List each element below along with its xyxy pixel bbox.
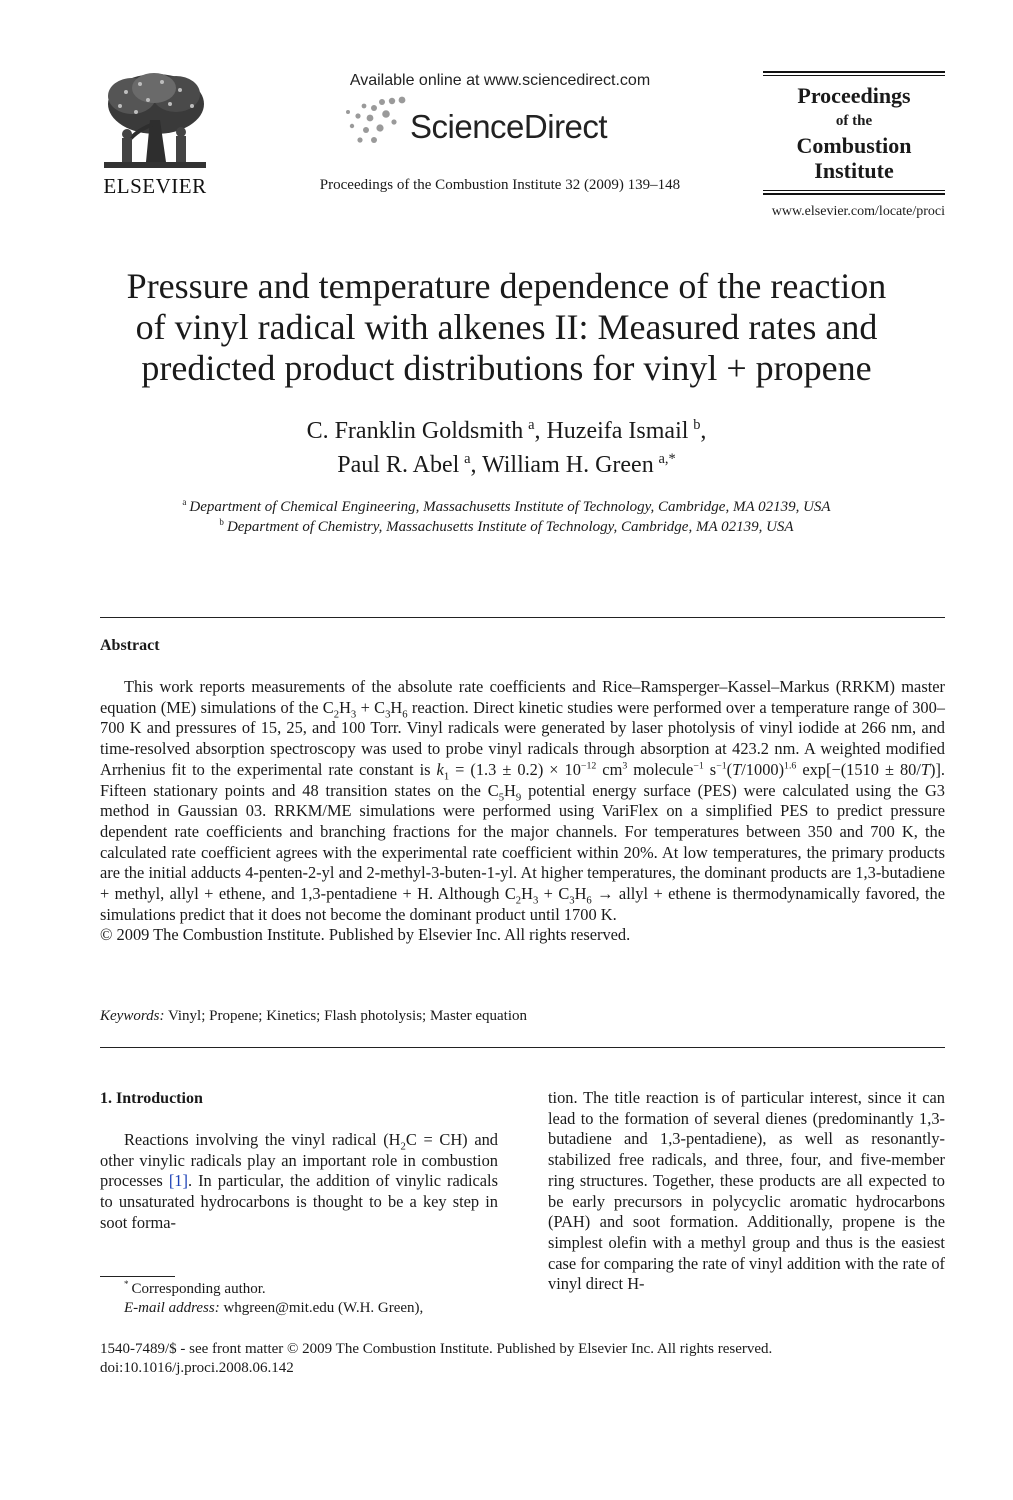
journal-box-line: Proceedings <box>797 83 911 108</box>
affiliation-mark: a <box>182 497 187 507</box>
available-online-text: Available online at www.sciencedirect.com <box>349 72 651 89</box>
footnote <box>100 1280 520 1318</box>
page-footer <box>100 1340 945 1378</box>
section-heading: 1. Introduction <box>100 1090 203 1107</box>
intro-paragraph: tion. The title reaction is of particular interest, since it can lead to the formation of several dienes (predominantly 1,3-butadiene and 1,3-pentadiene), as well as resonantly-stabilized free radicals, and three, four, and five-member ring structures. Together, these products are all expected to be early precursors in polycyclic aromatic hydrocarbons (PAH) and soot formation. Additionally, propene is the simplest olefin with a methyl group and thus is the easiest case for comparing the rate of vinyl addition with the rate of vinyl direct H- <box>548 1088 945 1294</box>
affiliations <box>60 497 953 537</box>
journal-box-line: Combustion <box>796 133 912 158</box>
abstract-heading: Abstract <box>100 637 160 654</box>
sciencedirect-wordmark: ScienceDirect <box>410 108 608 145</box>
author-affiliation-mark: a,* <box>658 451 676 467</box>
author-list: C. Franklin Goldsmith $^a$, Huzeifa Ismail $^b$, Paul R. Abel $^a$, William H. Green $^{a,*}$ <box>306 417 707 478</box>
affiliation-line <box>60 517 953 537</box>
author-affiliation-mark: a <box>528 417 535 433</box>
citation-link[interactable]: [1] <box>168 1171 188 1191</box>
footnote-corresponding <box>100 1280 520 1299</box>
author-name[interactable]: William H. Green <box>482 452 654 478</box>
footnote-text: Corresponding author. <box>131 1281 266 1297</box>
affiliation-text: Department of Chemical Engineering, Massachusetts Institute of Technology, Cambridge, MA 02139, USA <box>189 499 831 515</box>
box-rule <box>763 190 945 191</box>
affiliation-text: Department of Chemistry, Massachusetts Institute of Technology, Cambridge, MA 02139, USA <box>226 519 794 535</box>
title-line: Pressure and temperature dependence of the reaction <box>126 266 887 306</box>
abstract-copyright: © 2009 The Combustion Institute. Published by Elsevier Inc. All rights reserved. <box>100 925 631 945</box>
author-name[interactable]: C. Franklin Goldsmith <box>306 418 524 444</box>
divider <box>100 617 945 618</box>
abstract-body <box>100 677 945 946</box>
box-rule <box>763 71 945 73</box>
intro-paragraph: Reactions involving the vinyl radical $(H_2C = CH)$ and other vinylic radicals play an important role in combustion processes [1]. In particular, the addition of vinylic radicals to unsaturated hydrocarbons is thought to be a key step in soot forma- <box>100 1130 498 1232</box>
journal-citation: Proceedings of the Combustion Institute 32 (2009) 139–148 <box>319 177 681 193</box>
doi-line[interactable]: doi:10.1016/j.proci.2008.06.142 <box>100 1360 294 1376</box>
keywords <box>100 1008 527 1025</box>
affiliation-mark: b <box>219 517 224 527</box>
article-title <box>80 266 933 389</box>
publisher-name: ELSEVIER <box>103 174 207 198</box>
sciencedirect-dots-icon <box>342 96 408 146</box>
email-label: E-mail address: <box>124 1300 220 1316</box>
affiliation-line <box>60 497 953 517</box>
journal-box-line: Institute <box>814 158 894 183</box>
sciencedirect-logo[interactable] <box>342 96 642 152</box>
elsevier-tree-emblem <box>96 70 214 170</box>
journal-title-box <box>763 71 945 195</box>
footnote-email <box>100 1299 520 1318</box>
abstract-paragraph: This work reports measurements of the absolute rate coefficients and Rice–Ramsperger–Kassel–Markus (RRKM) master equation (ME) simulations of the $C_2H_3 + C_3H_6$ reaction. Direct kinetic studies were performed over a temperature range of 300–700 K and pressures of 15, 25, and 100 Torr. Vinyl radicals were generated by laser photolysis of vinyl iodide at 266 nm, and time-resolved absorption spectroscopy was used to probe vinyl radicals through absorption at 423.2 nm. A weighted modified Arrhenius fit to the experimental rate constant is $k_1 = (1.3 \pm 0.2) \times 10^{-12}$ $cm^3$ molecule$^{-1}$ $s^{-1}(T/1000)^{1.6}$ exp[−(1510 ± 80/T)]. Fifteen stationary points and 48 transition states on the $C_5H_9$ potential energy surface (PES) were calculated using the G3 method in Gaussian 03. RRKM/ME simulations were performed using VariFlex on a simplified PES to predict pressure dependent rate coefficients and branching fractions for the major channels. For temperatures between 350 and 700 K, the calculated rate coefficient agrees with the experimental rate coefficient within 20%. At low temperatures, the primary products are the initial adducts 4-penten-2-yl and 2-methyl-3-buten-1-yl. At higher temperatures, the dominant products are 1,3-butadiene + methyl, allyl + ethene, and 1,3-pentadiene + H. Although $C_2H_3 + C_3H_6$ → allyl + ethene is thermodynamically favored, the simulations predict that it does not become the dominant product until 1700 K. <box>100 677 946 924</box>
intro-column-left <box>100 1130 498 1234</box>
elsevier-logo[interactable] <box>96 70 214 198</box>
author-affiliation-mark: b <box>693 417 701 433</box>
box-rule <box>763 193 945 195</box>
footnote-rule <box>100 1276 175 1277</box>
title-line: of vinyl radical with alkenes II: Measured rates and <box>135 307 878 347</box>
author-affiliation-mark: a <box>464 451 471 467</box>
front-matter-line: 1540-7489/$ - see front matter © 2009 The Combustion Institute. Published by Elsevier Inc. All rights reserved. <box>100 1341 773 1357</box>
journal-box-line: of the <box>835 113 873 129</box>
intro-column-right <box>548 1088 945 1295</box>
author-name[interactable]: Huzeifa Ismail <box>546 418 689 444</box>
title-line: predicted product distributions for vinyl + propene <box>141 348 872 388</box>
divider <box>100 1047 945 1048</box>
keywords-list: Vinyl; Propene; Kinetics; Flash photolysis; Master equation <box>167 1008 527 1024</box>
footnote-mark: * <box>124 1279 129 1289</box>
author-name[interactable]: Paul R. Abel <box>337 452 460 478</box>
box-rule <box>763 75 945 76</box>
keywords-label: Keywords: <box>100 1008 165 1024</box>
email-address[interactable]: whgreen@mit.edu (W.H. Green), <box>223 1300 424 1316</box>
journal-url[interactable]: www.elsevier.com/locate/proci <box>771 204 945 219</box>
